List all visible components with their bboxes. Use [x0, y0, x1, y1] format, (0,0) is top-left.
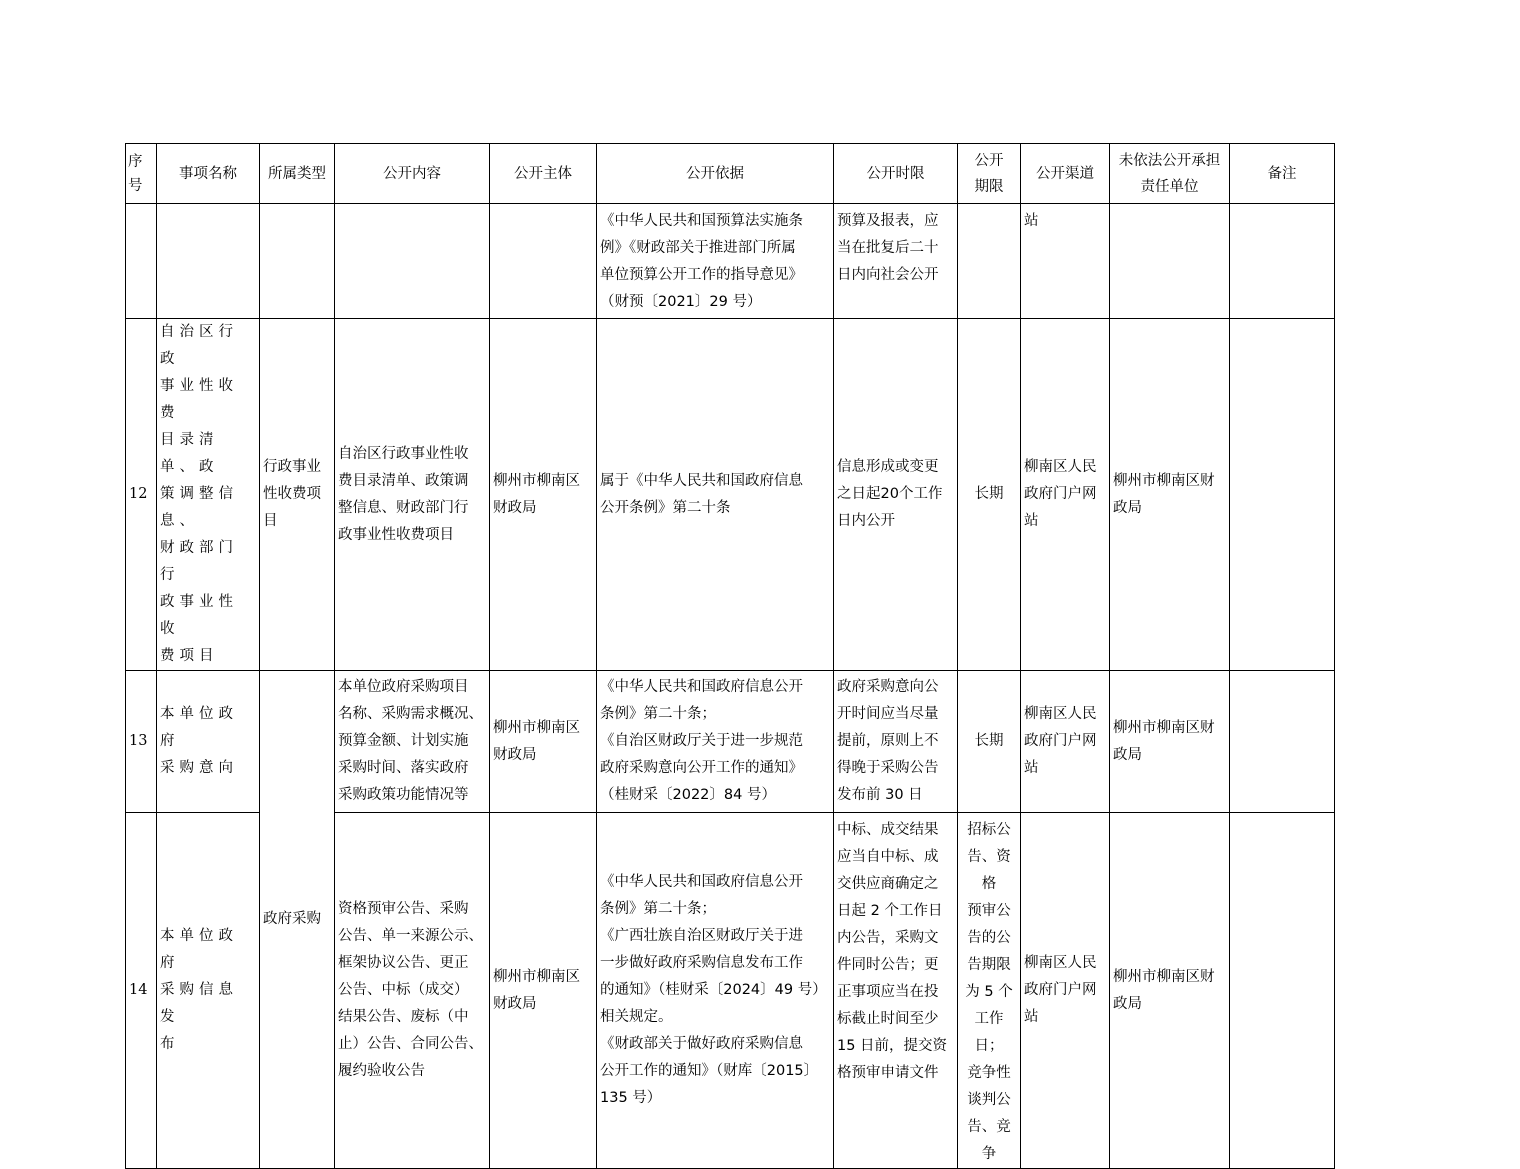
cell-period: 招标公 告、资格 预审公 告的公 告期限 为 5 个 工作日； 竞争性 谈判公 告、竞争: [958, 813, 1021, 1169]
cell-remark: [1230, 319, 1335, 671]
cell-no: 14: [126, 813, 157, 1169]
header-remark: 备注: [1230, 144, 1335, 204]
cell-type: 行政事业 性收费项 目: [260, 319, 335, 671]
cell-time-limit: 预算及报表，应 当在批复后二十 日内向社会公开: [834, 204, 958, 319]
cell-responsible: 柳州市柳南区财 政局: [1110, 813, 1230, 1169]
cell-content: [335, 204, 490, 319]
cell-content: 本单位政府采购项目 名称、采购需求概况、 预算金额、计划实施 采购时间、落实政府 采购政策功能情况等: [335, 671, 490, 813]
cell-basis: 属于《中华人民共和国政府信息 公开条例》第二十条: [597, 319, 834, 671]
header-row: [126, 144, 1335, 204]
cell-content: 自治区行政事业性收 费目录清单、政策调 整信息、财政部门行 政事业性收费项目: [335, 319, 490, 671]
cell-channel: 柳南区人民 政府门户网 站: [1021, 813, 1110, 1169]
cell-period: [958, 204, 1021, 319]
cell-no: [126, 204, 157, 319]
cell-name: [157, 204, 260, 319]
cell-type: 政府采购: [260, 671, 335, 1169]
header-channel: 公开渠道: [1021, 144, 1110, 204]
cell-name: 本单位政府 采购信息发 布: [157, 813, 260, 1169]
cell-name: 自治区行政 事业性收费 目录清单、政 策调整信息、 财政部门行 政事业性收 费项目: [157, 319, 260, 671]
cell-no: 12: [126, 319, 157, 671]
cell-period: 长期: [958, 671, 1021, 813]
header-time-limit: 公开时限: [834, 144, 958, 204]
cell-period: 长期: [958, 319, 1021, 671]
cell-basis: 《中华人民共和国政府信息公开 条例》第二十条； 《自治区财政厅关于进一步规范 政府采购意向公开工作的通知》 （桂财采〔2022〕84 号）: [597, 671, 834, 813]
cell-time-limit: 中标、成交结果 应当自中标、成 交供应商确定之 日起 2 个工作日 内公告，采购文 件同时公告；更 正事项应当在投 标截止时间至少 15 日前，提交资 格预审申请文件: [834, 813, 958, 1169]
header-period: 公开 期限: [958, 144, 1021, 204]
cell-channel: 柳南区人民 政府门户网 站: [1021, 319, 1110, 671]
cell-basis: 《中华人民共和国预算法实施条 例》《财政部关于推进部门所属 单位预算公开工作的指导意见》 （财预〔2021〕29 号）: [597, 204, 834, 319]
header-type: 所属类型: [260, 144, 335, 204]
cell-name: 本单位政府 采购意向: [157, 671, 260, 813]
cell-remark: [1230, 813, 1335, 1169]
header-responsible: 未依法公开承担 责任单位: [1110, 144, 1230, 204]
cell-channel: 站: [1021, 204, 1110, 319]
table-row: [126, 319, 1335, 671]
cell-responsible: 柳州市柳南区财 政局: [1110, 671, 1230, 813]
header-subject: 公开主体: [490, 144, 597, 204]
cell-type: [260, 204, 335, 319]
header-name: 事项名称: [157, 144, 260, 204]
cell-responsible: 柳州市柳南区财 政局: [1110, 319, 1230, 671]
cell-subject: [490, 204, 597, 319]
header-content: 公开内容: [335, 144, 490, 204]
cell-remark: [1230, 204, 1335, 319]
header-no: 序 号: [126, 144, 157, 204]
cell-no: 13: [126, 671, 157, 813]
table-row: [126, 671, 1335, 813]
cell-remark: [1230, 671, 1335, 813]
cell-subject: 柳州市柳南区 财政局: [490, 671, 597, 813]
disclosure-table: [125, 143, 1335, 1169]
cell-content: 资格预审公告、采购 公告、单一来源公示、 框架协议公告、更正 公告、中标（成交） 结果公告、废标（中 止）公告、合同公告、 履约验收公告: [335, 813, 490, 1169]
cell-time-limit: 信息形成或变更 之日起20个工作 日内公开: [834, 319, 958, 671]
cell-subject: 柳州市柳南区 财政局: [490, 813, 597, 1169]
header-basis: 公开依据: [597, 144, 834, 204]
cell-time-limit: 政府采购意向公 开时间应当尽量 提前，原则上不 得晚于采购公告 发布前 30 日: [834, 671, 958, 813]
cell-basis: 《中华人民共和国政府信息公开 条例》第二十条； 《广西壮族自治区财政厅关于进 一步做好政府采购信息发布工作 的通知》（桂财采〔2024〕49 号） 相关规定。 《财政部关于做好政府采购信息 公开工作的通知》（财库〔2015〕 135 号）: [597, 813, 834, 1169]
table-row: [126, 204, 1335, 319]
cell-channel: 柳南区人民 政府门户网 站: [1021, 671, 1110, 813]
cell-subject: 柳州市柳南区 财政局: [490, 319, 597, 671]
cell-responsible: [1110, 204, 1230, 319]
